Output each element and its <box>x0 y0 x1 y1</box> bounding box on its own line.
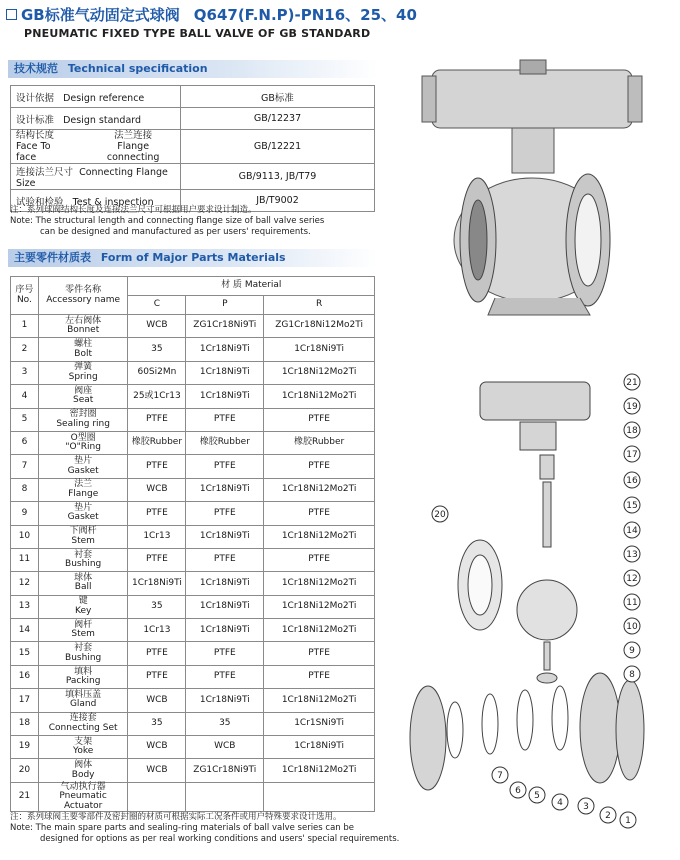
callout-number: 16 <box>626 476 638 486</box>
parts-row <box>11 689 375 712</box>
material-c: WCB <box>128 689 186 712</box>
part-name: O型圈 "O"Ring <box>38 431 128 454</box>
part-no: 10 <box>11 525 39 548</box>
assembled-valve-illustration <box>422 60 642 315</box>
material-p: 1Cr18Ni9Ti <box>186 689 264 712</box>
parts-row <box>11 759 375 782</box>
note-line: can be designed and manufactured as per users' requirements. <box>40 227 311 237</box>
spec-value: GB/12221 <box>181 130 375 164</box>
part-no: 15 <box>11 642 39 665</box>
material-p: PTFE <box>186 455 264 478</box>
col-material-header: 材 质 Material <box>128 277 375 296</box>
material-c: WCB <box>128 736 186 759</box>
material-p: ZG1Cr18Ni9Ti <box>186 315 264 338</box>
material-c: 1Cr18Ni9Ti <box>128 572 186 595</box>
parts-row <box>11 736 375 759</box>
col-name-header: 零件名称 Accessory name <box>38 277 128 315</box>
material-r: 1Cr18Ni9Ti <box>264 338 375 361</box>
material-p: 1Cr18Ni9Ti <box>186 619 264 642</box>
part-name: 下阀杆 Stem <box>38 525 128 548</box>
spec-label: 设计标准 Design standard <box>11 108 181 130</box>
callout-number: 6 <box>515 786 521 796</box>
part-no: 13 <box>11 595 39 618</box>
material-c: WCB <box>128 759 186 782</box>
part-name: 阀座 Seat <box>38 385 128 408</box>
spec-label: 设计依据 Design reference <box>11 86 181 108</box>
parts-row <box>11 712 375 735</box>
callout-number: 3 <box>583 802 589 812</box>
material-c: PTFE <box>128 642 186 665</box>
note-line: Note: The main spare parts and sealing-ring materials of ball valve series can be <box>10 823 355 833</box>
parts-row <box>11 431 375 454</box>
part-no: 1 <box>11 315 39 338</box>
material-p: 1Cr18Ni9Ti <box>186 525 264 548</box>
material-r: PTFE <box>264 408 375 431</box>
material-p: PTFE <box>186 408 264 431</box>
material-p: 1Cr18Ni9Ti <box>186 385 264 408</box>
material-c: PTFE <box>128 548 186 571</box>
material-p: PTFE <box>186 665 264 688</box>
parts-heading-en: Form of Major Parts Materials <box>100 251 286 264</box>
parts-row <box>11 361 375 384</box>
parts-row <box>11 572 375 595</box>
material-c: 橡胶Rubber <box>128 431 186 454</box>
part-no: 4 <box>11 385 39 408</box>
title-en: PNEUMATIC FIXED TYPE BALL VALVE OF GB STANDARD <box>24 27 371 40</box>
part-name: 垫片 Gasket <box>38 502 128 525</box>
material-r: 1Cr18Ni12Mo2Ti <box>264 525 375 548</box>
callout-number: 8 <box>629 670 635 680</box>
material-r: 1Cr18Ni12Mo2Ti <box>264 759 375 782</box>
part-name: 填料压盖 Gland <box>38 689 128 712</box>
part-name: 垫片 Gasket <box>38 455 128 478</box>
material-p: ZG1Cr18Ni9Ti <box>186 759 264 782</box>
tech-spec-table <box>10 85 375 212</box>
parts-heading-cn: 主要零件材质表 <box>14 251 91 264</box>
spec-value: GB/9113, JB/T79 <box>181 164 375 190</box>
col-r-header: R <box>264 296 375 315</box>
part-name: 法兰 Flange <box>38 478 128 501</box>
material-r: PTFE <box>264 642 375 665</box>
part-name: 密封圈 Sealing ring <box>38 408 128 431</box>
part-no: 5 <box>11 408 39 431</box>
part-name: 弹簧 Spring <box>38 361 128 384</box>
spec-value: GB标准 <box>181 86 375 108</box>
part-name: 阀体 Body <box>38 759 128 782</box>
material-p: 1Cr18Ni9Ti <box>186 478 264 501</box>
parts-row <box>11 385 375 408</box>
callout-number: 18 <box>626 426 638 436</box>
spec-value: GB/12237 <box>181 108 375 130</box>
material-r: PTFE <box>264 665 375 688</box>
material-c: PTFE <box>128 455 186 478</box>
material-r: 橡胶Rubber <box>264 431 375 454</box>
parts-row <box>11 455 375 478</box>
parts-heading <box>8 249 378 267</box>
parts-note <box>10 812 399 845</box>
part-no: 20 <box>11 759 39 782</box>
note-line: 注：系列球阀结构长度及连接法兰尺寸可根据用户要求设计制造。 <box>10 205 257 215</box>
material-r: 1Cr18Ni12Mo2Ti <box>264 595 375 618</box>
part-name: 左右阀体 Bonnet <box>38 315 128 338</box>
checkbox-square-icon <box>6 9 17 20</box>
part-no: 3 <box>11 361 39 384</box>
part-no: 8 <box>11 478 39 501</box>
material-r: 1Cr18Ni12Mo2Ti <box>264 385 375 408</box>
parts-row <box>11 782 375 812</box>
parts-table <box>10 276 375 812</box>
material-r: 1Cr18Ni12Mo2Ti <box>264 361 375 384</box>
material-c: 35 <box>128 712 186 735</box>
part-no: 11 <box>11 548 39 571</box>
material-c: 1Cr13 <box>128 619 186 642</box>
parts-row <box>11 665 375 688</box>
spec-value: JB/T9002 <box>181 190 375 212</box>
material-r: PTFE <box>264 502 375 525</box>
col-no-header: 序号 No. <box>11 277 39 315</box>
material-r: 1Cr18Ni12Mo2Ti <box>264 689 375 712</box>
callout-number: 5 <box>534 791 540 801</box>
part-name: 键 Key <box>38 595 128 618</box>
material-c: 25或1Cr13 <box>128 385 186 408</box>
part-name: 阀杆 Stem <box>38 619 128 642</box>
title-model: Q647(F.N.P)-PN16、25、40 <box>193 6 417 24</box>
material-r: 1Cr18Ni12Mo2Ti <box>264 619 375 642</box>
material-r: 1Cr18Ni9Ti <box>264 736 375 759</box>
part-no: 7 <box>11 455 39 478</box>
material-c: PTFE <box>128 665 186 688</box>
part-no: 19 <box>11 736 39 759</box>
part-name: 衬套 Bushing <box>38 642 128 665</box>
parts-row <box>11 315 375 338</box>
material-r: PTFE <box>264 455 375 478</box>
part-no: 6 <box>11 431 39 454</box>
material-c: PTFE <box>128 502 186 525</box>
part-no: 9 <box>11 502 39 525</box>
callout-number: 1 <box>625 816 631 826</box>
part-no: 21 <box>11 782 39 812</box>
parts-header-row <box>11 277 375 296</box>
part-name: 连接套 Connecting Set <box>38 712 128 735</box>
material-c: WCB <box>128 315 186 338</box>
spec-label: 结构长度 Face To face 法兰连接 Flange connecting <box>11 130 181 164</box>
tech-spec-heading <box>8 60 378 78</box>
title-cn: GB标准气动固定式球阀 <box>21 6 180 24</box>
material-p: 1Cr18Ni9Ti <box>186 361 264 384</box>
callout-number: 11 <box>626 598 638 608</box>
spec-row <box>11 130 375 164</box>
material-p: 橡胶Rubber <box>186 431 264 454</box>
part-name: 衬套 Bushing <box>38 548 128 571</box>
spec-row <box>11 86 375 108</box>
material-c: 60Si2Mn <box>128 361 186 384</box>
material-p: 35 <box>186 712 264 735</box>
spec-label: 试验和检验 Test & inspection <box>11 190 181 212</box>
spec-row <box>11 164 375 190</box>
callout-number: 2 <box>605 811 611 821</box>
part-name: 填料 Packing <box>38 665 128 688</box>
part-name: 螺柱 Bolt <box>38 338 128 361</box>
material-p: 1Cr18Ni9Ti <box>186 338 264 361</box>
page-title <box>6 4 526 25</box>
callout-number: 7 <box>497 771 503 781</box>
material-p: PTFE <box>186 502 264 525</box>
part-no: 12 <box>11 572 39 595</box>
parts-row <box>11 502 375 525</box>
callout-number: 13 <box>626 550 638 560</box>
exploded-view-illustration <box>410 382 644 790</box>
material-r: 1Cr18Ni12Mo2Ti <box>264 572 375 595</box>
part-name: 支架 Yoke <box>38 736 128 759</box>
parts-row <box>11 478 375 501</box>
col-p-header: P <box>186 296 264 315</box>
material-c: 1Cr13 <box>128 525 186 548</box>
part-no: 2 <box>11 338 39 361</box>
material-r <box>264 782 375 812</box>
note-line: designed for options as per real working conditions and users' special requirements. <box>40 834 400 844</box>
callout-number: 12 <box>626 574 638 584</box>
callout-number: 17 <box>626 450 638 460</box>
tech-spec-heading-cn: 技术规范 <box>14 62 58 75</box>
material-r: ZG1Cr18Ni12Mo2Ti <box>264 315 375 338</box>
valve-drawing <box>400 30 680 860</box>
material-p: 1Cr18Ni9Ti <box>186 595 264 618</box>
callout-number: 19 <box>626 402 638 412</box>
spec-row <box>11 108 375 130</box>
material-p <box>186 782 264 812</box>
note-line: Note: The structural length and connecting flange size of ball valve series <box>10 216 325 226</box>
material-r: PTFE <box>264 548 375 571</box>
col-c-header: C <box>128 296 186 315</box>
material-r: 1Cr1SNi9Ti <box>264 712 375 735</box>
callout-number: 9 <box>629 646 635 656</box>
callout-number: 14 <box>626 526 638 536</box>
material-p: WCB <box>186 736 264 759</box>
parts-row <box>11 338 375 361</box>
parts-row <box>11 642 375 665</box>
part-no: 17 <box>11 689 39 712</box>
callout-number: 10 <box>626 622 638 632</box>
callout-number: 4 <box>557 798 563 808</box>
callout-number: 15 <box>626 501 638 511</box>
material-c: PTFE <box>128 408 186 431</box>
material-r: 1Cr18Ni12Mo2Ti <box>264 478 375 501</box>
material-c: 35 <box>128 595 186 618</box>
parts-row <box>11 548 375 571</box>
part-no: 16 <box>11 665 39 688</box>
material-c <box>128 782 186 812</box>
parts-row <box>11 595 375 618</box>
parts-row <box>11 525 375 548</box>
material-c: WCB <box>128 478 186 501</box>
material-p: PTFE <box>186 548 264 571</box>
note-line: 注：系列球阀主要零部件及密封圈的材质可根据实际工况条件或用户特殊要求设计选用。 <box>10 812 342 822</box>
part-no: 14 <box>11 619 39 642</box>
parts-row <box>11 408 375 431</box>
material-c: 35 <box>128 338 186 361</box>
tech-spec-note <box>10 205 324 238</box>
callout-number: 20 <box>434 510 446 520</box>
parts-row <box>11 619 375 642</box>
part-name: 球体 Ball <box>38 572 128 595</box>
callout-number: 21 <box>626 378 638 388</box>
part-no: 18 <box>11 712 39 735</box>
tech-spec-heading-en: Technical specification <box>67 62 208 75</box>
spec-label: 连接法兰尺寸 Connecting Flange Size <box>11 164 181 190</box>
part-name: 气动执行器 Pneumatic Actuator <box>38 782 128 812</box>
material-p: 1Cr18Ni9Ti <box>186 572 264 595</box>
material-p: PTFE <box>186 642 264 665</box>
